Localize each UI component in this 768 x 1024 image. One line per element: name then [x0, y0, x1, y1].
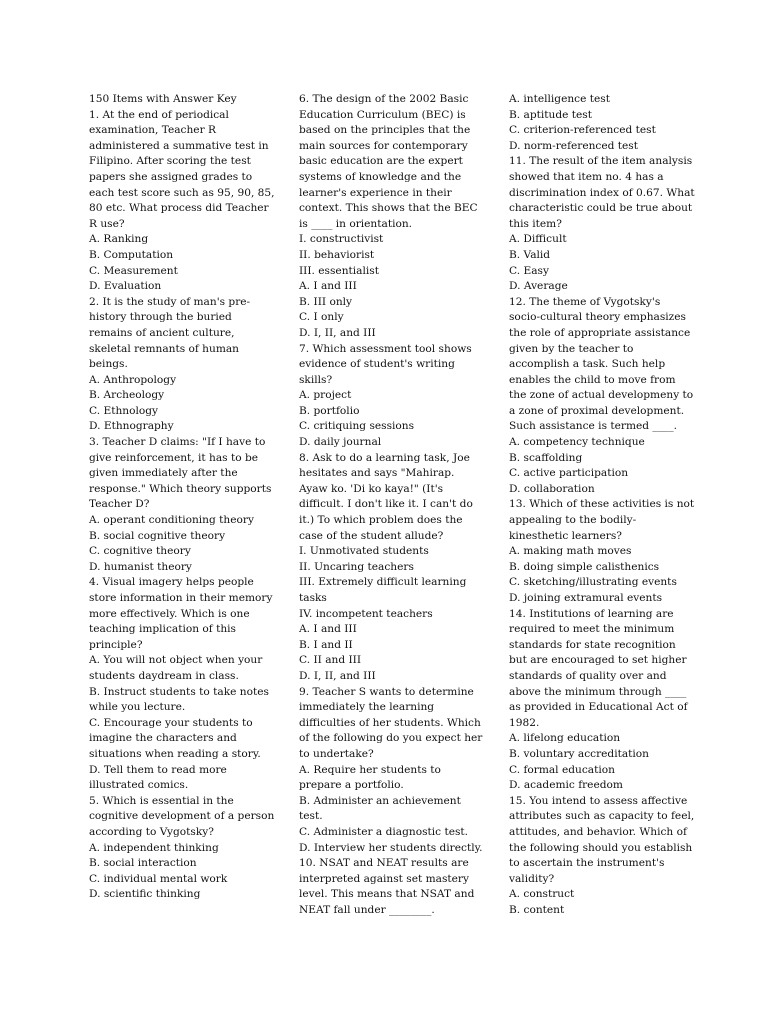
text-line: A. You will not object when your	[89, 654, 263, 667]
text-line: examination, Teacher R	[89, 124, 216, 137]
text-line: interpreted against set mastery	[299, 872, 469, 885]
text-line: C. II and III	[299, 654, 362, 667]
text-line: level. This means that NSAT and	[299, 888, 475, 901]
text-line: A. project	[299, 389, 352, 402]
text-line: 150 Items with Answer Key	[89, 93, 237, 105]
text-line: Such assistance is termed ____.	[509, 420, 677, 433]
text-line: C. individual mental work	[89, 872, 228, 885]
text-line: situations when reading a story.	[89, 747, 261, 760]
text-line: 15. You intend to assess affective	[509, 794, 688, 807]
text-line: B. portfolio	[299, 404, 360, 417]
text-line: 80 etc. What process did Teacher	[89, 202, 269, 215]
text-line: tasks	[299, 592, 327, 604]
text-line: hesitates and says "Mahirap.	[299, 467, 455, 480]
text-line: B. Computation	[89, 248, 174, 261]
text-line: given immediately after the	[89, 467, 238, 480]
text-line: Ayaw ko. 'Di ko kaya!" (It's	[299, 482, 444, 495]
text-line: A. competency technique	[509, 436, 645, 449]
text-line: A. independent thinking	[89, 841, 219, 854]
text-line: A. Ranking	[89, 233, 149, 246]
text-line: D. Tell them to read more	[89, 763, 227, 776]
text-line: 7. Which assessment tool shows	[299, 342, 472, 355]
text-line: attributes such as capacity to feel,	[509, 810, 695, 823]
text-line: D. I, II, and III	[299, 326, 376, 339]
text-line: C. Administer a diagnostic test.	[299, 825, 469, 838]
text-line: 1. At the end of periodical	[89, 108, 229, 121]
text-line: A. I and III	[299, 280, 357, 293]
text-line: A. Difficult	[509, 233, 567, 246]
text-line: Filipino. After scoring the test	[89, 155, 251, 168]
text-line: imagine the characters and	[89, 732, 237, 745]
text-line: C. Easy	[509, 264, 549, 277]
text-line: it.) To which problem does the	[299, 514, 463, 527]
text-line: III. essentialist	[299, 264, 379, 277]
text-line: students daydream in class.	[89, 669, 239, 682]
text-line: learner's experience in their	[299, 186, 452, 199]
text-line: C. Measurement	[89, 264, 178, 277]
text-line: B. social cognitive theory	[89, 529, 226, 542]
text-line: this item?	[509, 217, 562, 230]
text-line: response." Which theory supports	[89, 482, 272, 495]
text-line: C. criterion-referenced test	[509, 124, 656, 137]
text-line: a zone of proximal development.	[509, 404, 685, 417]
text-line: R use?	[89, 217, 125, 230]
text-line: enables the child to move from	[509, 373, 676, 386]
text-line: attitudes, and behavior. Which of	[509, 825, 687, 838]
text-column-1	[89, 92, 275, 903]
text-line: teaching implication of this	[89, 623, 236, 636]
text-line: Education Curriculum (BEC) is	[299, 108, 466, 121]
text-line: D. Average	[509, 280, 568, 293]
text-line: D. collaboration	[509, 482, 595, 495]
text-line: each test score such as 95, 90, 85,	[89, 186, 275, 199]
text-line: of the following do you expect her	[299, 732, 483, 745]
text-line: kinesthetic learners?	[509, 529, 622, 542]
text-line: difficulties of her students. Which	[299, 716, 481, 729]
text-line: showed that item no. 4 has a	[509, 170, 664, 183]
text-line: the following should you establish	[509, 841, 693, 854]
text-line: A. Require her students to	[299, 763, 441, 776]
text-line: more effectively. Which is one	[89, 607, 250, 620]
text-line: 10. NSAT and NEAT results are	[299, 857, 469, 870]
text-line: 5. Which is essential in the	[89, 794, 234, 807]
text-line: history through the buried	[89, 311, 232, 324]
text-line: NEAT fall under ________.	[299, 903, 435, 916]
text-line: I. constructivist	[299, 233, 384, 246]
text-line: II. behaviorist	[299, 248, 375, 261]
text-line: C. formal education	[509, 763, 615, 776]
text-line: A. Anthropology	[89, 373, 177, 386]
text-line: D. scientific thinking	[89, 888, 201, 901]
text-line: remains of ancient culture,	[89, 326, 235, 339]
text-line: difficult. I don't like it. I can't do	[299, 498, 473, 511]
text-line: skeletal remnants of human	[89, 342, 240, 355]
text-line: characteristic could be true about	[509, 202, 693, 215]
text-line: systems of knowledge and the	[299, 170, 462, 183]
text-line: C. I only	[299, 311, 344, 324]
text-line: C. active participation	[509, 467, 629, 480]
text-line: D. Interview her students directly.	[299, 841, 483, 854]
text-line: B. Instruct students to take notes	[89, 685, 269, 698]
text-line: while you lecture.	[89, 701, 186, 714]
text-line: prepare a portfolio.	[299, 779, 404, 792]
text-line: case of the student allude?	[299, 529, 444, 542]
text-line: C. critiquing sessions	[299, 420, 415, 433]
text-line: principle?	[89, 638, 143, 651]
text-line: D. academic freedom	[509, 779, 623, 792]
text-line: A. operant conditioning theory	[89, 514, 254, 527]
text-line: A. intelligence test	[509, 93, 610, 105]
text-line: D. humanist theory	[89, 560, 192, 573]
text-line: the zone of actual developmeny to	[509, 389, 694, 402]
text-line: III. Extremely difficult learning	[299, 576, 467, 589]
text-line: B. content	[509, 903, 565, 916]
text-line: context. This shows that the BEC	[299, 202, 478, 215]
text-line: required to meet the minimum	[509, 623, 675, 636]
text-line: I. Unmotivated students	[299, 545, 429, 558]
text-line: skills?	[299, 373, 333, 386]
text-line: to undertake?	[299, 747, 374, 760]
text-line: basic education are the expert	[299, 155, 463, 168]
text-line: IV. incompetent teachers	[299, 607, 433, 620]
text-column-3	[509, 92, 695, 918]
text-line: B. I and II	[299, 638, 353, 651]
text-line: given by the teacher to	[509, 342, 634, 355]
text-line: discrimination index of 0.67. What	[509, 186, 695, 199]
text-line: cognitive development of a person	[89, 810, 275, 823]
text-line: beings.	[89, 358, 128, 371]
text-line: D. Ethnography	[89, 420, 174, 433]
text-line: D. I, II, and III	[299, 669, 376, 682]
text-line: B. doing simple calisthenics	[509, 560, 660, 573]
text-line: B. social interaction	[89, 857, 197, 870]
text-line: D. Evaluation	[89, 280, 162, 293]
text-line: A. lifelong education	[509, 732, 621, 745]
text-line: 13. Which of these activities is not	[509, 498, 695, 511]
text-line: administered a summative test in	[89, 139, 269, 152]
text-line: socio-cultural theory emphasizes	[509, 311, 686, 324]
text-line: immediately the learning	[299, 701, 435, 714]
text-line: Teacher D?	[89, 498, 150, 511]
text-line: based on the principles that the	[299, 124, 471, 137]
text-line: B. Valid	[509, 248, 551, 261]
text-line: B. scaffolding	[509, 451, 583, 464]
text-column-2	[299, 92, 483, 918]
text-line: 8. Ask to do a learning task, Joe	[299, 451, 470, 464]
text-line: but are encouraged to set higher	[509, 654, 687, 667]
text-line: 6. The design of the 2002 Basic	[299, 93, 469, 105]
text-line: 12. The theme of Vygotsky's	[509, 295, 661, 308]
text-line: is ____ in orientation.	[299, 217, 413, 230]
text-line: main sources for contemporary	[299, 139, 468, 152]
text-line: give reinforcement, it has to be	[89, 451, 259, 464]
text-line: 2. It is the study of man's pre-	[89, 295, 251, 308]
text-line: 1982.	[509, 716, 540, 729]
text-line: C. Ethnology	[89, 404, 159, 417]
text-line: 11. The result of the item analysis	[509, 155, 693, 168]
text-line: 4. Visual imagery helps people	[89, 576, 254, 589]
text-line: C. cognitive theory	[89, 545, 191, 558]
text-line: B. voluntary accreditation	[509, 747, 650, 760]
text-line: illustrated comics.	[89, 779, 189, 792]
text-line: D. daily journal	[299, 436, 382, 449]
text-line: A. construct	[509, 888, 575, 901]
text-line: appealing to the bodily-	[509, 514, 637, 527]
text-line: II. Uncaring teachers	[299, 560, 414, 573]
text-line: above the minimum through ____	[509, 685, 687, 698]
text-line: B. aptitude test	[509, 108, 592, 121]
text-line: to ascertain the instrument's	[509, 857, 665, 870]
text-line: 14. Institutions of learning are	[509, 607, 674, 620]
text-line: A. I and III	[299, 623, 357, 636]
text-line: the role of appropriate assistance	[509, 326, 691, 339]
text-line: B. III only	[299, 295, 353, 308]
text-line: papers she assigned grades to	[89, 170, 253, 183]
text-line: 9. Teacher S wants to determine	[299, 685, 474, 698]
text-line: D. norm-referenced test	[509, 139, 638, 152]
text-line: accomplish a task. Such help	[509, 358, 666, 371]
text-line: according to Vygotsky?	[89, 825, 214, 838]
text-line: B. Administer an achievement	[299, 794, 461, 807]
text-line: standards for state recognition	[509, 638, 676, 651]
text-line: test.	[299, 810, 323, 823]
text-line: D. joining extramural events	[509, 592, 663, 604]
text-line: standards of quality over and	[509, 669, 667, 682]
text-line: evidence of student's writing	[299, 358, 455, 371]
text-line: C. sketching/illustrating events	[509, 576, 677, 589]
text-line: A. making math moves	[509, 545, 632, 558]
text-line: as provided in Educational Act of	[509, 701, 688, 714]
text-line: B. Archeology	[89, 389, 165, 402]
text-line: 3. Teacher D claims: "If I have to	[89, 436, 266, 449]
text-line: store information in their memory	[89, 592, 273, 604]
text-line: validity?	[509, 872, 555, 885]
text-line: C. Encourage your students to	[89, 716, 253, 729]
